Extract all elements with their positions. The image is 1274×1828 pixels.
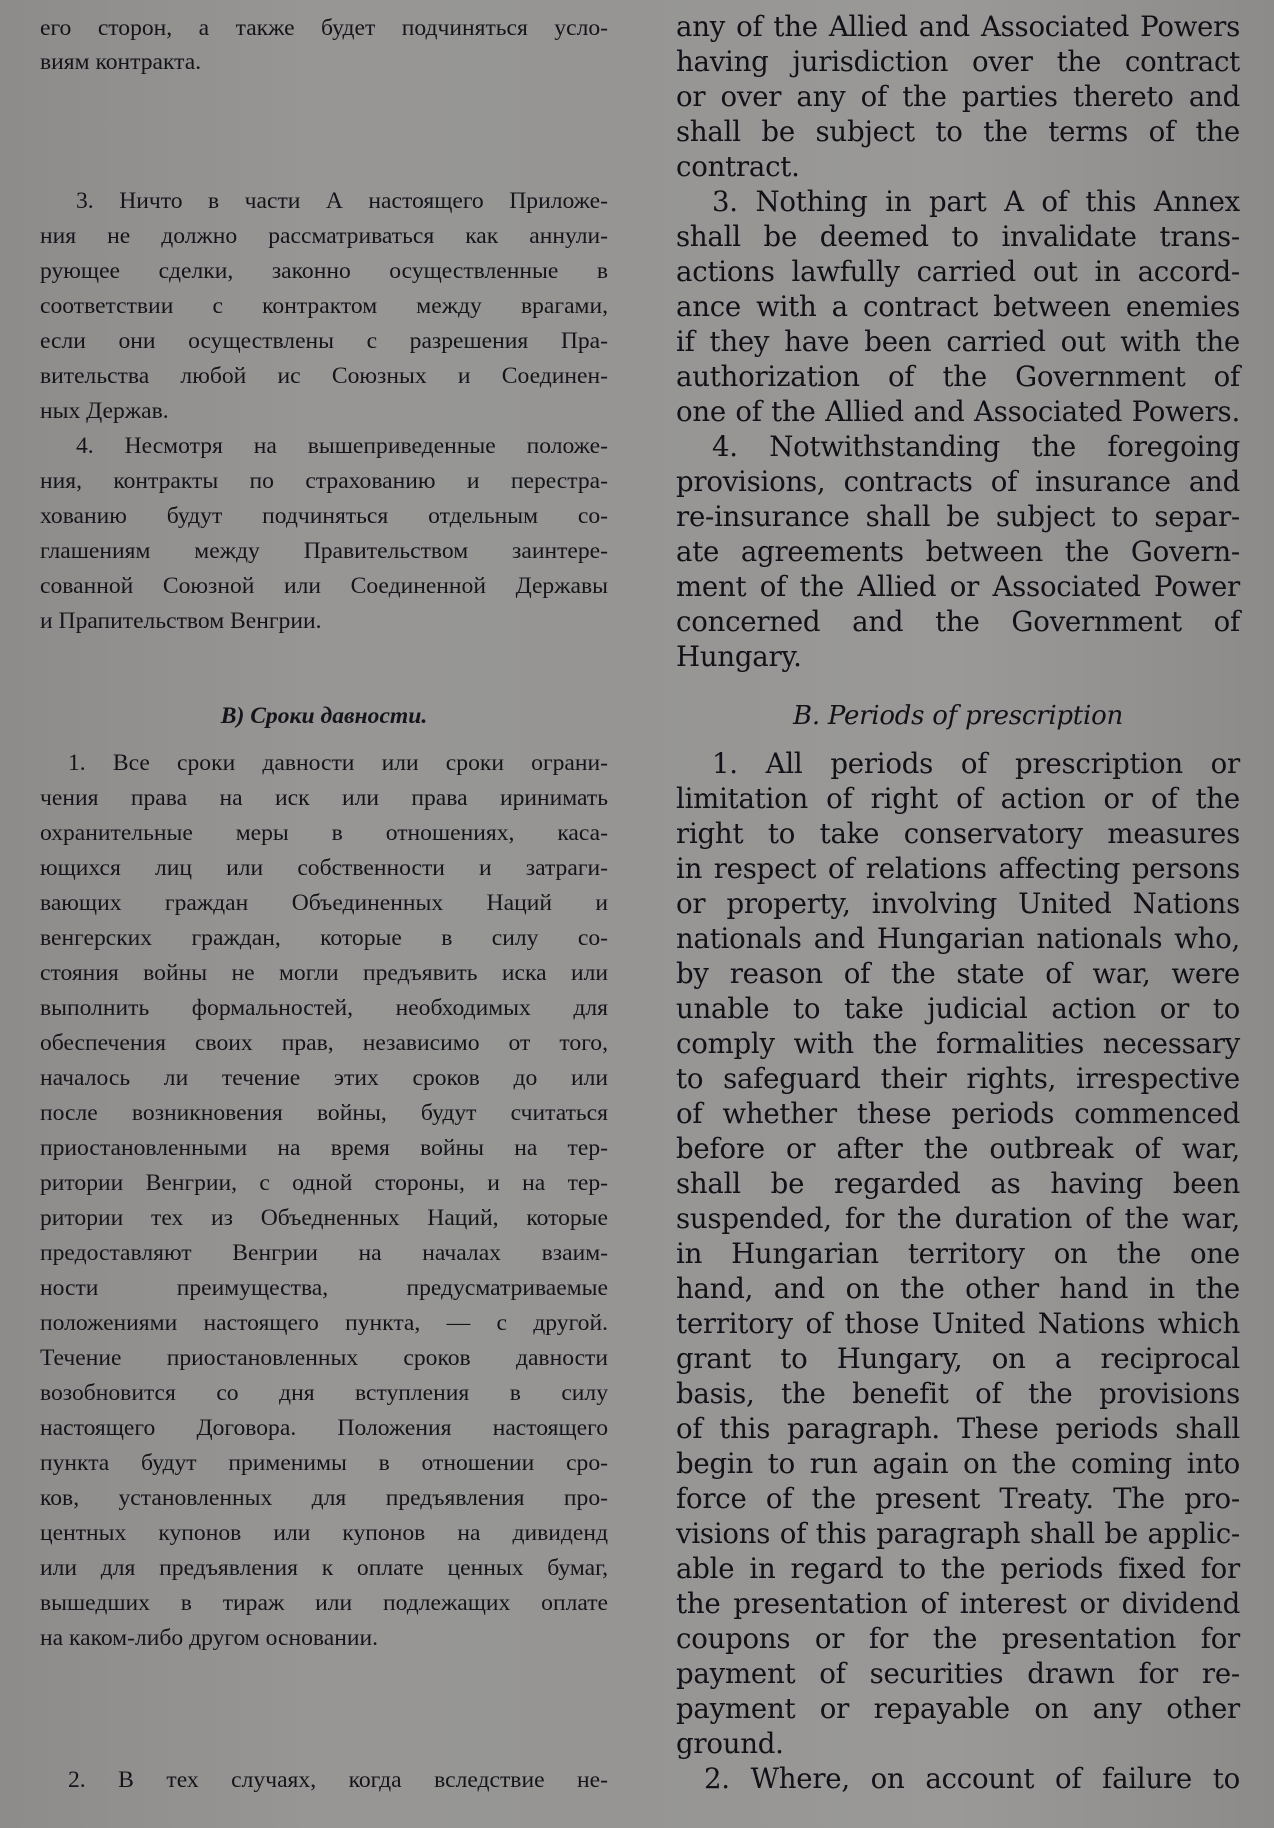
ru-line: предоставляют Венгрии на началах взаим- (40, 1240, 608, 1266)
ru-line: настоящего Договора. Положения настоящего (40, 1415, 608, 1441)
en-line: before or after the outbreak of war, (676, 1132, 1240, 1165)
en-section-heading: B. Periods of prescription (793, 701, 1123, 731)
ru-line: вительства любой ис Союзных и Соединен- (40, 363, 608, 389)
ru-line: Течение приостановленных сроков давности (40, 1345, 608, 1371)
ru-line: его сторон, а также будет подчиняться усло- (40, 15, 608, 41)
ru-line: ющихся лиц или собственности и затраги- (40, 855, 608, 881)
ru-line: центных купонов или купонов на дивиденд (40, 1520, 608, 1546)
ru-line: обеспечения своих прав, независимо от того, (40, 1030, 608, 1056)
ru-line: приостановленными на время войны на тер- (40, 1135, 608, 1161)
ru-line: и Прапительством Венгрии. (40, 608, 322, 634)
en-line: limitation of right of action or of the (676, 782, 1240, 815)
ru-section-heading: В) Сроки давности. (220, 703, 428, 729)
en-line: having jurisdiction over the contract (676, 45, 1240, 78)
en-line: territory of those United Nations which (676, 1307, 1240, 1340)
ru-line: ния не должно рассматриваться как аннули- (40, 223, 608, 249)
en-line: right to take conservatory measures (676, 817, 1240, 850)
ru-line: венгерских граждан, которые в силу со- (40, 925, 608, 951)
en-line: actions lawfully carried out in accord- (676, 255, 1240, 288)
ru-line: соответствии с контрактом между врагами, (40, 293, 608, 319)
en-line: ance with a contract between enemies (676, 290, 1240, 323)
ru-line: чения права на иск или права иринимать (40, 785, 608, 811)
ru-line: положениями настоящего пункта, — с другой. (40, 1310, 608, 1336)
ru-line: сованной Союзной или Соединенной Державы (40, 573, 608, 599)
en-line: 3. Nothing in part A of this Annex (712, 185, 1240, 218)
ru-line: ных Держав. (40, 398, 169, 424)
en-line: payment or repayable on any other (676, 1692, 1240, 1725)
ru-line: рующее сделки, законно осуществленные в (40, 258, 608, 284)
en-line: or property, involving United Nations (676, 887, 1240, 920)
en-line: one of the Allied and Associated Powers. (676, 395, 1240, 428)
ru-line: после возникновения войны, будут считаться (40, 1100, 608, 1126)
en-line: coupons or for the presentation for (676, 1622, 1240, 1655)
en-line: basis, the benefit of the provisions (676, 1377, 1240, 1410)
en-line: Hungary. (676, 640, 802, 673)
en-line: of this paragraph. These periods shall (676, 1412, 1240, 1445)
ru-line: на каком-либо другом основании. (40, 1625, 378, 1651)
ru-line: выполнить формальностей, необходимых для (40, 995, 608, 1021)
en-line: suspended, for the duration of the war, (676, 1202, 1240, 1235)
ru-line: ния, контракты по страхованию и перестра- (40, 468, 608, 494)
en-line: comply with the formalities necessary (676, 1027, 1240, 1060)
ru-line: или для предъявления к оплате ценных бумаг, (40, 1555, 608, 1581)
en-line: begin to run again on the coming into (676, 1447, 1240, 1480)
en-line: 4. Notwithstanding the foregoing (712, 430, 1240, 463)
en-line: payment of securities drawn for re- (676, 1657, 1240, 1690)
ru-line: 3. Ничто в части А настоящего Приложе- (76, 188, 608, 214)
ru-line: виям контракта. (40, 49, 202, 75)
ru-line: вающих граждан Объединенных Наций и (40, 890, 608, 916)
ru-line: ритории тех из Объедненных Наций, которые (40, 1205, 608, 1231)
en-line: force of the present Treaty. The pro- (676, 1482, 1240, 1515)
en-line: authorization of the Government of (676, 360, 1240, 393)
ru-line: глашениям между Правительством заинтере- (40, 538, 608, 564)
en-line: concerned and the Government of (676, 605, 1240, 638)
en-line: visions of this paragraph shall be applic- (676, 1517, 1240, 1550)
ru-line: ности преимущества, предусматриваемые (40, 1275, 608, 1301)
en-line: by reason of the state of war, were (676, 957, 1240, 990)
ru-line: возобновится со дня вступления в силу (40, 1380, 608, 1406)
ru-line: вышедших в тираж или подлежащих оплате (40, 1590, 608, 1616)
en-line: grant to Hungary, on a reciprocal (676, 1342, 1240, 1375)
en-line: hand, and on the other hand in the (676, 1272, 1240, 1305)
ru-line: 2. В тех случаях, когда вследствие не- (68, 1767, 608, 1793)
ru-line: началось ли течение этих сроков до или (40, 1065, 608, 1091)
en-line: able in regard to the periods fixed for (676, 1552, 1240, 1585)
ru-line: ков, установленных для предъявления про- (40, 1485, 608, 1511)
ru-line: 1. Все сроки давности или сроки ограни- (68, 750, 608, 776)
ru-line: охранительные меры в отношениях, каса- (40, 820, 608, 846)
en-line: shall be subject to the terms of the (676, 115, 1240, 148)
en-line: any of the Allied and Associated Powers (676, 10, 1240, 43)
en-line: in Hungarian territory on the one (676, 1237, 1240, 1270)
ru-line: пункта будут применимы в отношении сро- (40, 1450, 608, 1476)
en-line: in respect of relations affecting persons (676, 852, 1240, 885)
en-line: contract. (676, 150, 800, 183)
ru-line: 4. Несмотря на вышеприведенные положе- (76, 433, 608, 459)
en-line: or over any of the parties thereto and (676, 80, 1240, 113)
en-line: 2. Where, on account of failure to (704, 1762, 1240, 1795)
ru-line: если они осуществлены с разрешения Пра- (40, 328, 608, 354)
en-line: ate agreements between the Govern- (676, 535, 1240, 568)
en-line: of whether these periods commenced (676, 1097, 1240, 1130)
en-line: provisions, contracts of insurance and (676, 465, 1240, 498)
ru-line: хованию будут подчиняться отдельным со- (40, 503, 608, 529)
ru-line: стояния войны не могли предъявить иска или (40, 960, 608, 986)
en-line: unable to take judicial action or to (676, 992, 1240, 1025)
en-line: to safeguard their rights, irrespective (676, 1062, 1240, 1095)
en-line: shall be deemed to invalidate trans- (676, 220, 1240, 253)
en-line: shall be regarded as having been (676, 1167, 1240, 1200)
en-line: the presentation of interest or dividend (676, 1587, 1240, 1620)
en-line: if they have been carried out with the (676, 325, 1240, 358)
en-line: ground. (676, 1727, 784, 1760)
en-line: 1. All periods of prescription or (712, 747, 1240, 780)
en-line: ment of the Allied or Associated Power (676, 570, 1240, 603)
en-line: re-insurance shall be subject to separ- (676, 500, 1240, 533)
ru-line: ритории Венгрии, с одной стороны, и на тер- (40, 1170, 608, 1196)
en-line: nationals and Hungarian nationals who, (676, 922, 1240, 955)
